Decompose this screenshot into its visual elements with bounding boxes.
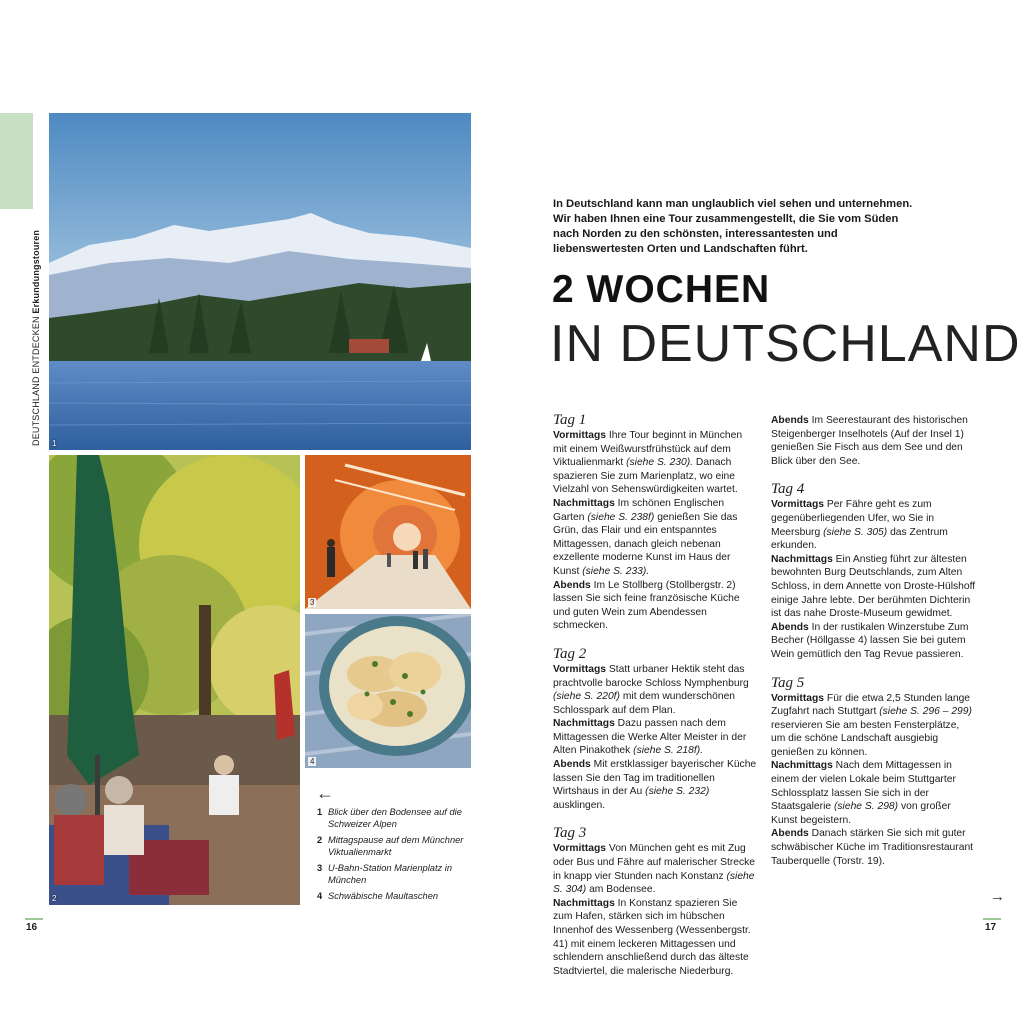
time-label: Nachmittags bbox=[553, 897, 615, 909]
page-ref: (siehe S. 304) bbox=[553, 870, 755, 896]
caption-number: 4 bbox=[317, 891, 323, 901]
time-label: Abends bbox=[771, 621, 809, 633]
page-ref: (siehe S. 238f) bbox=[587, 511, 655, 523]
day-heading: Tag 3 bbox=[553, 825, 587, 842]
page-ref: (siehe S. 232) bbox=[645, 786, 710, 798]
photo-number: 3 bbox=[310, 598, 315, 607]
photo-number: 2 bbox=[52, 894, 57, 903]
time-label: Nachmittags bbox=[553, 497, 615, 509]
entry-text: ausklingen. bbox=[553, 799, 606, 811]
day-tag4 bbox=[771, 480, 976, 661]
page-title-line1: 2 WOCHEN bbox=[552, 268, 771, 311]
entry-text: genießen Sie das Grün, das Flair und ein entspanntes Mittagessen, danach gleich nebenan exzellente moderne Kunst im Haus der Kunst bbox=[553, 511, 738, 577]
photo-captions bbox=[317, 806, 477, 906]
caption-text: Schwäbische Maultaschen bbox=[328, 891, 439, 901]
caption-number: 3 bbox=[317, 863, 323, 873]
page-number-rule bbox=[25, 918, 43, 920]
photo-maultaschen bbox=[305, 614, 471, 768]
entry-text: In der rustikalen Winzerstube Zum Becher (Höllgasse 4) lassen Sie bei gutem Wein gemütlich den Tag Revue passieren. bbox=[771, 621, 969, 660]
entry-text: Danach spazieren Sie zum Marienplatz, wo eine Vielzahl von Sehenswürdigkeiten wartet. bbox=[553, 457, 738, 496]
entry-text: Dazu passen nach dem Mittagessen die Werke Alter Meister in der Alten Pinakothek bbox=[553, 718, 747, 757]
page-number-right: 17 bbox=[985, 922, 997, 933]
photo-bodensee bbox=[49, 113, 471, 450]
day-heading: Tag 2 bbox=[553, 645, 587, 662]
intro-text: In Deutschland kann man unglaublich viel sehen und unternehmen. Wir haben Ihnen eine Tour zusammengestellt, die Sie vom Süden nach Norden zu den schönsten, interessantesten und liebenswertesten Orten und Landschaften führt. bbox=[553, 198, 913, 255]
day-tag2 bbox=[553, 645, 758, 813]
time-label: Abends bbox=[553, 759, 591, 771]
page-ref: (siehe S. 233). bbox=[582, 565, 650, 577]
caption-item bbox=[317, 806, 477, 830]
time-label: Vormittags bbox=[771, 499, 825, 511]
time-label: Abends bbox=[771, 415, 809, 426]
caption-text: Mittagspause auf dem Münchner Viktualienmarkt bbox=[328, 835, 464, 857]
day-tag3-continued bbox=[771, 414, 976, 468]
entry-text: Im schönen Englischen Garten bbox=[553, 497, 725, 523]
back-arrow-icon: ← bbox=[316, 783, 334, 803]
entry-text: Im Le Stollberg (Stollbergstr. 2) lassen Sie sich feine französische Küche und guten Wein zum Abendessen schmecken. bbox=[553, 579, 740, 632]
entry-text: reservieren Sie am besten Fensterplätze, um die schöne Landschaft ausgiebig genießen zu können. bbox=[771, 719, 960, 758]
entry-text: Von München geht es mit Zug oder Bus und Fähre auf malerischer Strecke in knapp vier Stunden nach Konstanz bbox=[553, 843, 756, 882]
day-tag3 bbox=[553, 824, 758, 978]
photo-number: 1 bbox=[52, 439, 57, 448]
caption-text: Blick über den Bodensee auf die Schweizer Alpen bbox=[328, 807, 462, 829]
entry-text: Ein Anstieg führt zur ältesten bewohnten Burg Deutschlands, zum Alten Schloss, in dem Annette von Droste-Hülshoff einige Jahre lebte. Der berühmten Dichterin ist das nahe Droste-Museum gewidmet. bbox=[771, 553, 976, 620]
section-label bbox=[31, 230, 41, 446]
day-heading: Tag 5 bbox=[771, 674, 805, 691]
time-label: Nachmittags bbox=[771, 760, 833, 772]
day-tag1 bbox=[553, 411, 758, 633]
page-ref: (siehe S. 218f). bbox=[633, 745, 703, 757]
entry-text: Danach stärken Sie sich mit guter schwäbischer Küche im Traditionsrestaurant Tauberquelle (Torstr. 19). bbox=[771, 828, 974, 867]
photo-viktualienmarkt bbox=[49, 455, 300, 905]
section-color-tab bbox=[0, 113, 33, 209]
time-label: Nachmittags bbox=[771, 553, 833, 565]
entry-text: das Zentrum erkunden. bbox=[771, 526, 948, 552]
caption-item bbox=[317, 890, 477, 902]
page-ref: (siehe S. 298) bbox=[833, 801, 899, 813]
time-label: Abends bbox=[771, 828, 809, 840]
day-heading: Tag 4 bbox=[771, 481, 805, 498]
entry-text: Statt urbaner Hektik steht das prachtvolle barocke Schloss Nymphenburg bbox=[553, 663, 749, 689]
photo-marienplatz-ubahn bbox=[305, 455, 471, 609]
caption-item bbox=[317, 862, 477, 886]
entry-text: Nach dem Mittagessen in einem der vielen Lokale beim Stuttgarter Schlossplatz lassen Sie sich in der Staatsgalerie bbox=[771, 760, 956, 813]
caption-item bbox=[317, 834, 477, 858]
entry-text: Für die etwa 2,5 Stunden lange Zugfahrt nach Stuttgart bbox=[771, 692, 971, 718]
next-page-arrow-icon[interactable]: → bbox=[990, 888, 1005, 905]
entry-text: von großer Kunst begeistern. bbox=[771, 801, 951, 826]
time-label: Vormittags bbox=[553, 663, 607, 675]
entry-text: In Konstanz spazieren Sie zum Hafen, stärken sich im hübschen Innenhof des Wessenberg (Wessenbergstr. 41) mit einem leckeren Mittagessen und schlendern anschließend durch das älteste Stadtviertel, die malerische Niederburg. bbox=[553, 897, 751, 977]
entry-text: mit dem wunderschönen Schlosspark auf dem Plan. bbox=[553, 691, 736, 716]
page-ref: (siehe S. 305) bbox=[823, 526, 888, 538]
time-label: Vormittags bbox=[771, 692, 825, 704]
page-ref: (siehe S. 220f) bbox=[553, 691, 620, 703]
page-number-left: 16 bbox=[26, 922, 38, 933]
itinerary-column-left bbox=[553, 411, 758, 990]
time-label: Abends bbox=[553, 579, 591, 591]
entry-text: Im Seerestaurant des historischen Steigenberger Inselhotels (Auf der Insel 1) genießen Sie Fisch aus dem See und den Blick über den See. bbox=[771, 415, 968, 467]
entry-text: Ihre Tour beginnt in München mit einem Weißwurstfrühstück auf dem Viktualienmarkt bbox=[553, 430, 743, 469]
time-label: Vormittags bbox=[553, 430, 607, 441]
page-ref: (siehe S. 230). bbox=[626, 457, 694, 469]
caption-text: U-Bahn-Station Marienplatz in München bbox=[328, 863, 453, 885]
entry-text: am Bodensee. bbox=[589, 884, 656, 896]
page-title-line2: IN DEUTSCHLAND bbox=[550, 315, 1021, 373]
photo-number: 4 bbox=[310, 757, 315, 766]
day-tag5 bbox=[771, 674, 976, 869]
section-label-sub: Erkundungstouren bbox=[31, 229, 41, 314]
time-label: Vormittags bbox=[553, 843, 607, 855]
section-label-main: DEUTSCHLAND ENTDECKEN bbox=[31, 316, 41, 446]
time-label: Nachmittags bbox=[553, 718, 615, 730]
page-number-rule bbox=[983, 918, 1001, 920]
entry-text: Per Fähre geht es zum gegenüberliegenden Ufer, wo Sie in Meersburg bbox=[771, 499, 935, 538]
page-ref: (siehe S. 296 – 299) bbox=[879, 706, 972, 718]
itinerary-column-right bbox=[771, 414, 976, 880]
caption-number: 1 bbox=[317, 807, 323, 817]
entry-text: Mit erstklassiger bayerischer Küche lassen Sie den Tag im traditionellen Wirtshaus in der Au bbox=[553, 759, 757, 798]
day-heading: Tag 1 bbox=[553, 412, 587, 428]
caption-number: 2 bbox=[317, 835, 323, 845]
